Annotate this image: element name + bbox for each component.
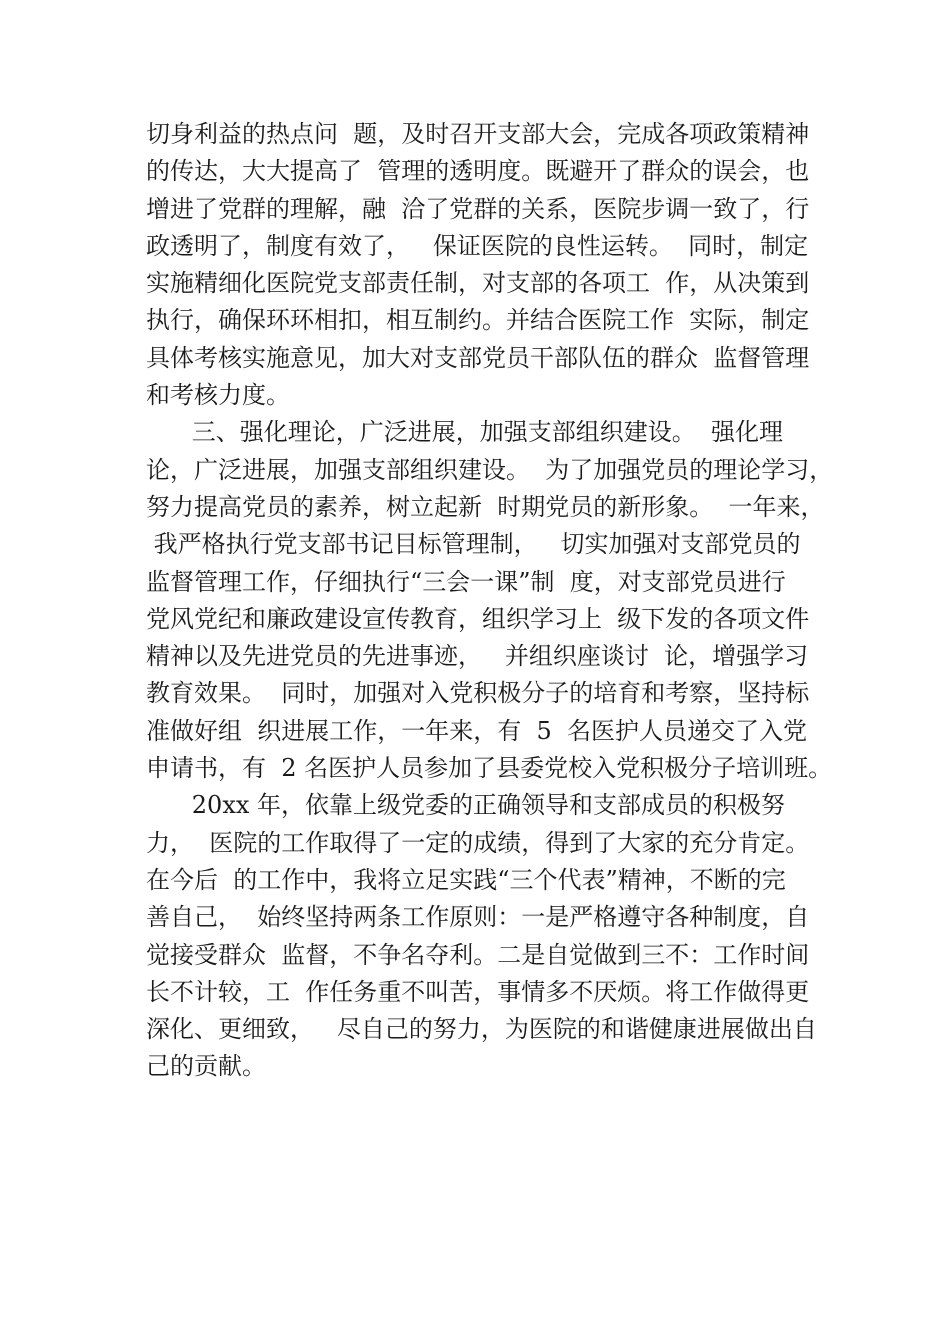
text-line: 政透明了，制度有效了， 保证医院的良性运转。 同时，制定 [146,231,809,260]
text-line: 己的贡献。 [146,1052,266,1081]
text-line: 力， 医院的工作取得了一定的成绩，得到了大家的充分肯定。 [146,828,810,857]
text-line: 监督管理工作，仔细执行“三会一课”制 度，对支部党员进行 [146,567,786,596]
text-line: 执行，确保环环相扣，相互制约。并结合医院工作 实际，制定 [146,306,810,335]
text-line: 我严格执行党支部书记目标管理制， 切实加强对支部党员的 [146,530,801,559]
text-line: 和考核力度。 [146,381,290,410]
text-line: 努力提高党员的素养，树立起新 时期党员的新形象。 一年来， [146,492,825,521]
section-heading-line: 三、强化理论，广泛进展，加强支部组织建设。 强化理 [146,418,784,447]
text-line: 深化、更细致， 尽自己的努力，为医院的和谐健康进展做出自 [146,1015,817,1044]
text-line: 在今后 的工作中，我将立足实践“三个代表”精神，不断的完 [146,865,786,894]
text-line: 申请书，有 2 名医护人员参加了县委党校入党积极分子培训班。 [146,754,833,783]
text-line: 教育效果。 同时，加强对入党积极分子的培育和考察，坚持标 [146,679,810,708]
text-line: 实施精细化医院党支部责任制，对支部的各项工 作，从决策到 [146,269,810,298]
text-line: 觉接受群众 监督，不争名夺利。二是自觉做到三不：工作时间 [146,940,810,969]
text-line: 精神以及先进党员的先进事迹， 并组织座谈讨 论，增强学习 [146,642,809,671]
paragraph-start-line: 20xx 年，依靠上级党委的正确领导和支部成员的积极努 [146,791,786,820]
text-line: 党风党纪和廉政建设宣传教育，组织学习上 级下发的各项文件 [146,604,810,633]
text-line: 长不计较，工 作任务重不叫苦，事情多不厌烦。将工作做得更 [146,977,810,1006]
text-line: 增进了党群的理解，融 洽了党群的关系，医院步调一致了，行 [146,194,810,223]
text-line: 善自己， 始终坚持两条工作原则：一是严格遵守各种制度，自 [146,903,810,932]
text-line: 论，广泛进展，加强支部组织建设。 为了加强党员的理论学习， [146,455,834,484]
body-text [146,116,846,1086]
text-line: 切身利益的热点问 题，及时召开支部大会，完成各项政策精神 [146,120,810,148]
text-line: 的传达，大大提高了 管理的透明度。既避开了群众的误会，也 [146,157,810,186]
text-line: 准做好组 织进展工作，一年来，有 5 名医护人员递交了入党 [146,716,808,745]
text-line: 具体考核实施意见，加大对支部党员干部队伍的群众 监督管理 [146,343,810,372]
